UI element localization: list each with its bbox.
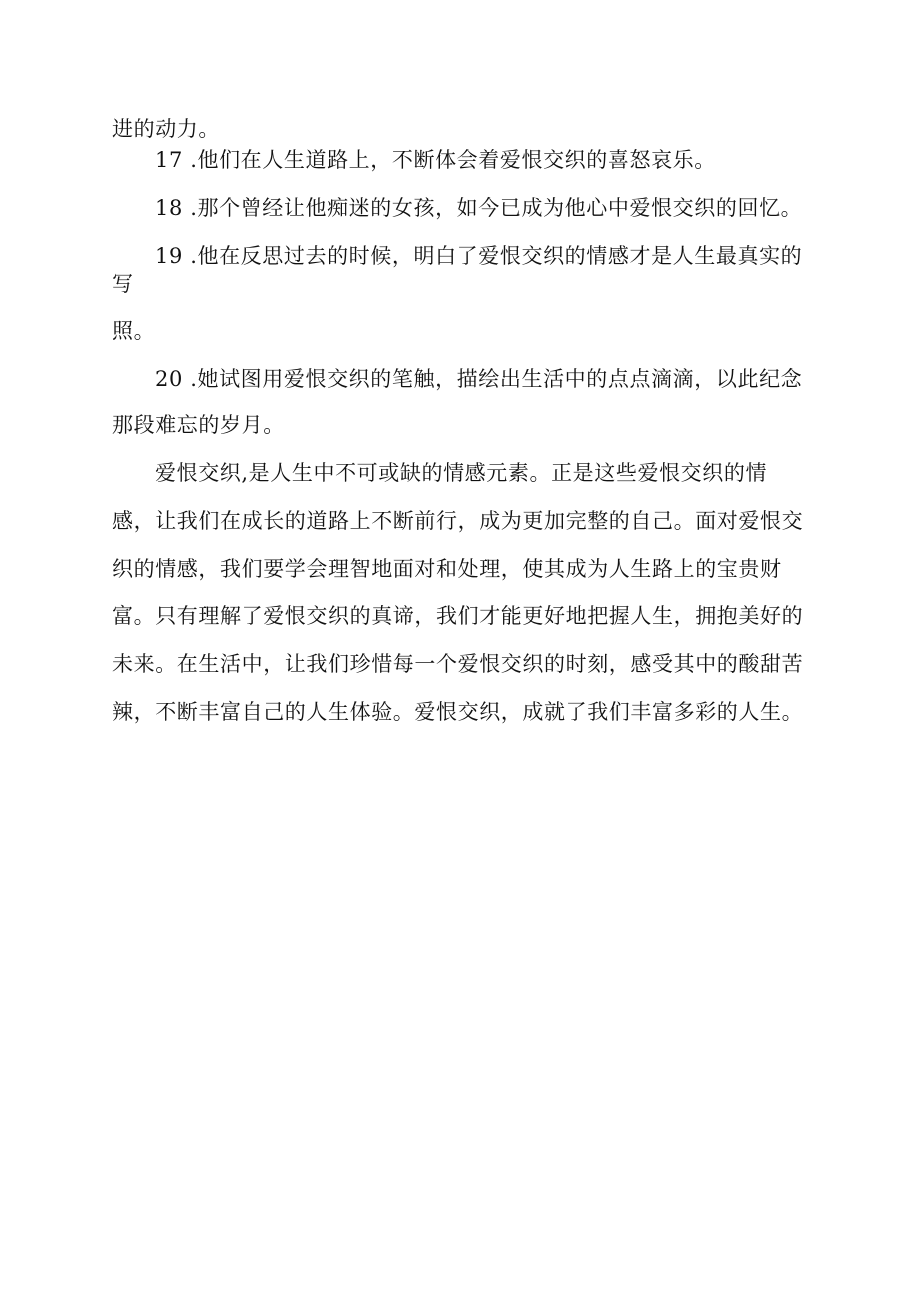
text-line-12: 富。只有理解了爱恨交织的真谛，我们才能更好地把握人生，拥抱美好的 (112, 604, 804, 628)
text-line-3: 18 .那个曾经让他痴迷的女孩，如今已成为他心中爱恨交织的回忆。 (155, 196, 803, 220)
text-line-14: 辣，不断丰富自己的人生体验。爱恨交织，成就了我们丰富多彩的人生。 (112, 700, 804, 724)
text-line-11: 织的情感，我们要学会理智地面对和处理，使其成为人生路上的宝贵财 (112, 557, 782, 581)
text-line-2: 17 .他们在人生道路上，不断体会着爱恨交织的喜怒哀乐。 (155, 148, 716, 172)
text-line-10: 感，让我们在成长的道路上不断前行，成为更加完整的自己。面对爱恨交 (112, 509, 804, 533)
text-line-8: 那段难忘的岁月。 (112, 413, 285, 437)
text-line-9: 爱恨交织,是人生中不可或缺的情感元素。正是这些爱恨交织的情 (155, 461, 768, 485)
text-line-1: 进的动力。 (112, 117, 220, 141)
text-line-5: 写 (112, 272, 134, 296)
text-line-13: 未来。在生活中，让我们珍惜每一个爱恨交织的时刻，感受其中的酸甜苦 (112, 652, 804, 676)
text-line-7: 20 .她试图用爱恨交织的笔触，描绘出生活中的点点滴滴，以此纪念 (155, 367, 803, 391)
text-line-4: 19 .他在反思过去的时候，明白了爱恨交织的情感才是人生最真实的 (155, 244, 803, 268)
text-line-6: 照。 (112, 319, 156, 343)
